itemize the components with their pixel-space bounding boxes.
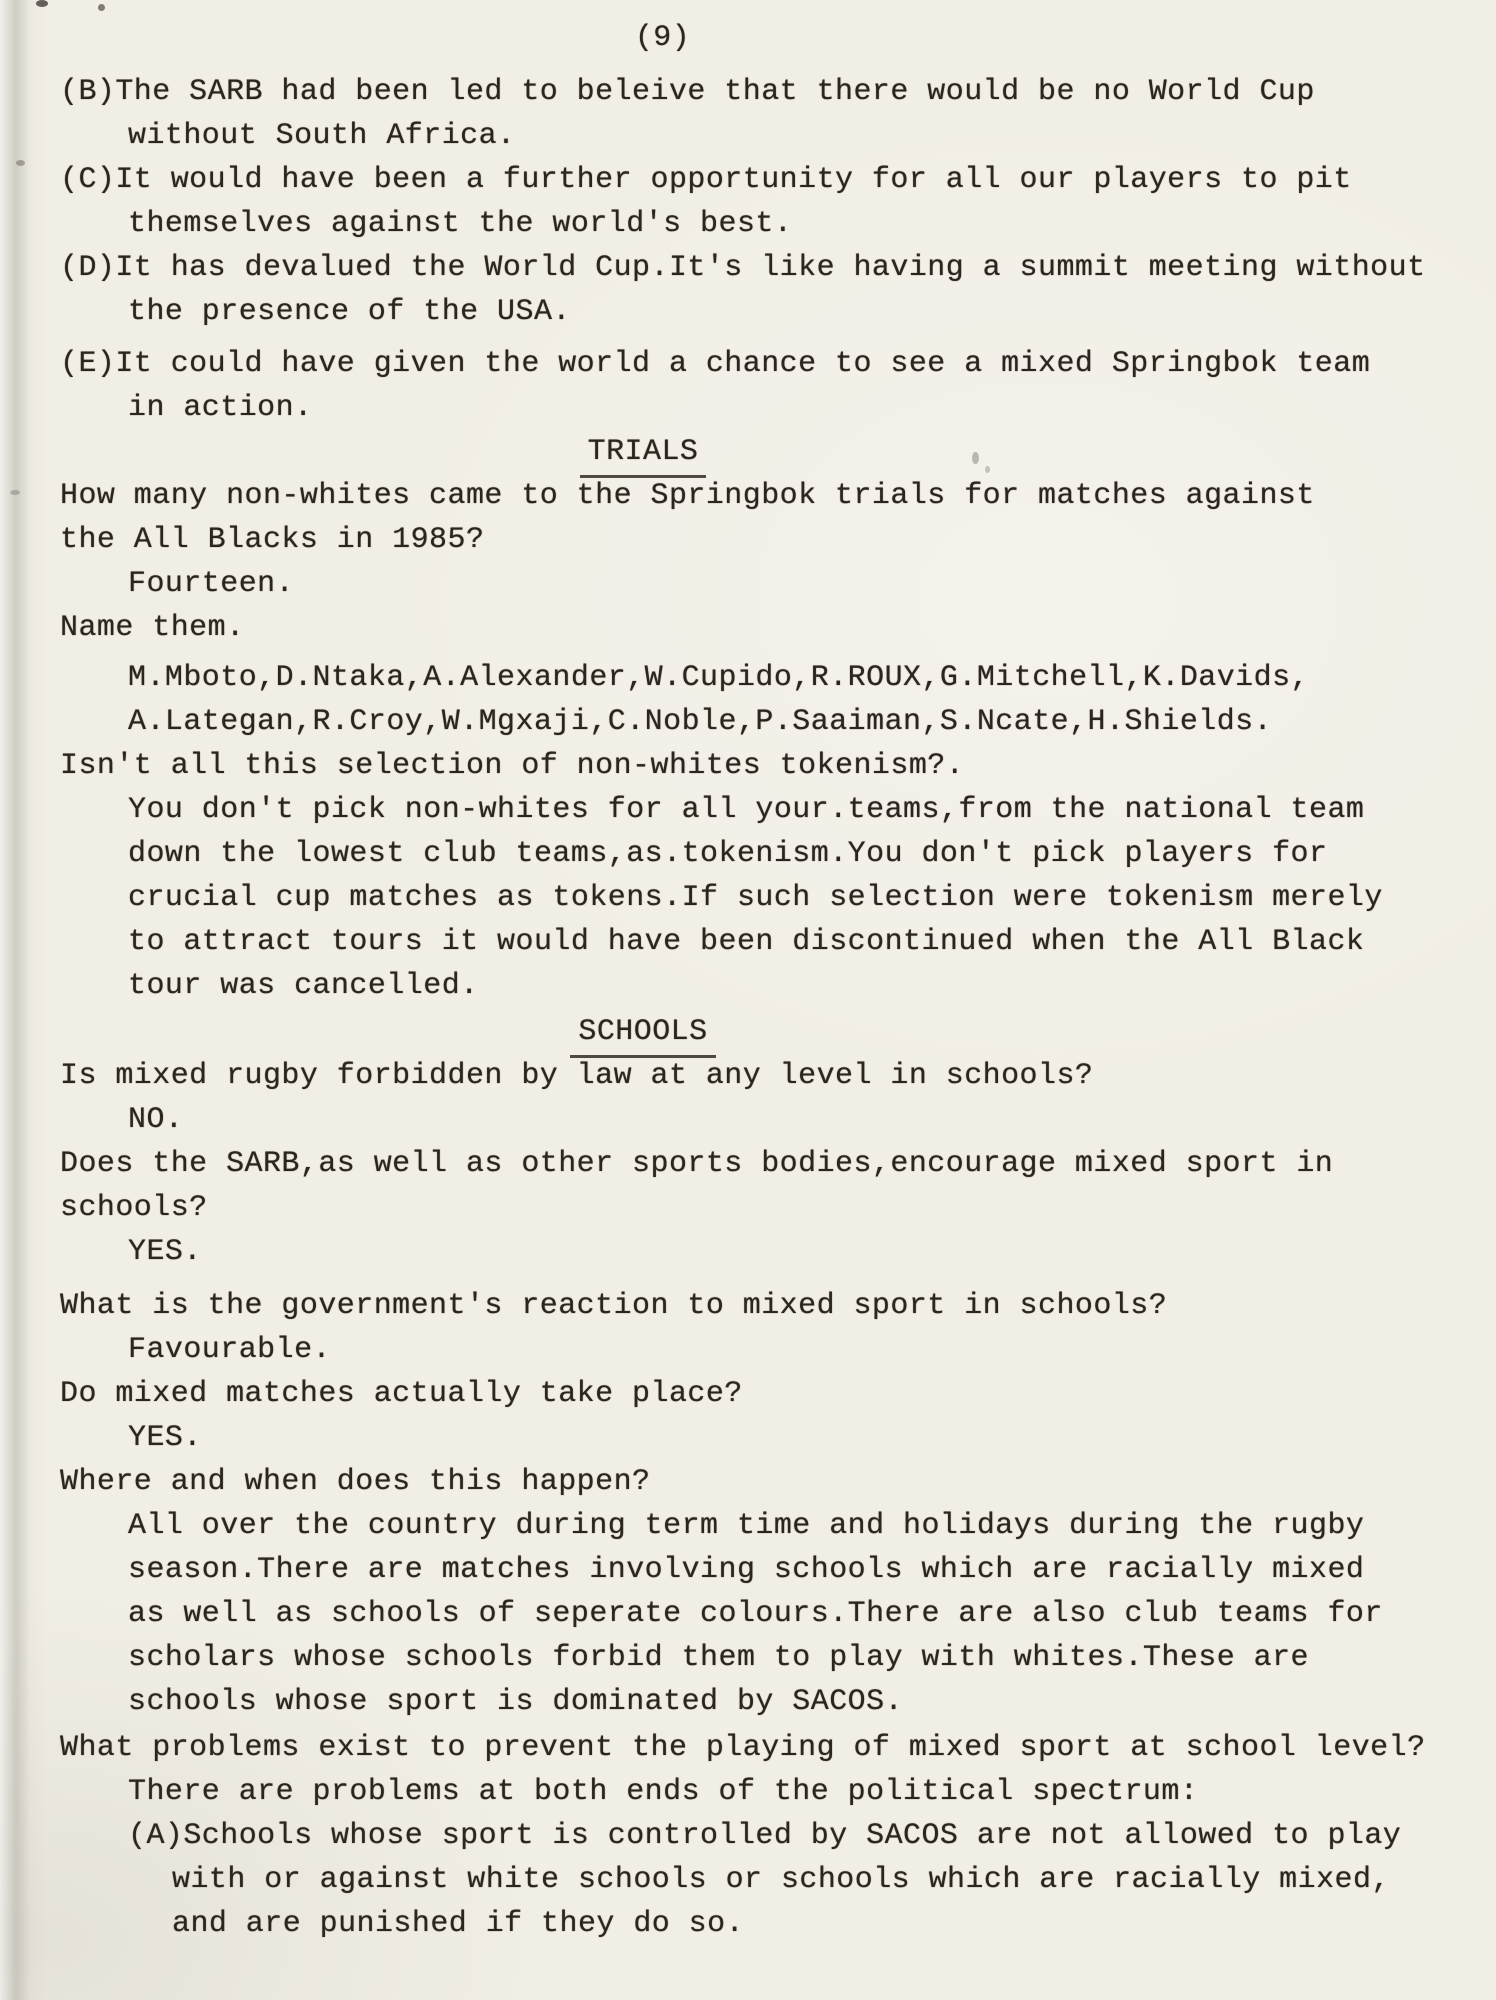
page-edge-shadow bbox=[0, 0, 30, 2000]
section-heading: SCHOOLS bbox=[570, 1010, 715, 1058]
typewritten-text bbox=[60, 70, 1496, 1946]
text-line-row bbox=[128, 1098, 1496, 1142]
scan-speck bbox=[10, 490, 20, 495]
scan-speck bbox=[16, 160, 25, 166]
text-line-row bbox=[128, 1328, 1496, 1372]
text-line-row bbox=[60, 744, 1496, 788]
text-line-row bbox=[60, 1460, 1496, 1504]
text-line-row bbox=[172, 1902, 1496, 1946]
text-line-row bbox=[128, 876, 1496, 920]
text-line: What is the government's reaction to mixed sport in schools? bbox=[60, 1289, 1168, 1323]
text-line-row bbox=[60, 1054, 1496, 1098]
text-line-row bbox=[128, 290, 1496, 334]
text-line-row bbox=[128, 700, 1496, 744]
text-line: YES. bbox=[128, 1235, 202, 1269]
text-line: There are problems at both ends of the political spectrum: bbox=[128, 1775, 1199, 1809]
text-line-row bbox=[128, 1814, 1496, 1858]
page-number: (9) bbox=[634, 21, 691, 55]
text-line: Where and when does this happen? bbox=[60, 1465, 651, 1499]
text-line-row bbox=[128, 920, 1496, 964]
text-line: Favourable. bbox=[128, 1333, 331, 1367]
text-line: Name them. bbox=[60, 611, 245, 645]
text-line-row bbox=[128, 1504, 1496, 1548]
text-line-row bbox=[128, 1416, 1496, 1460]
text-line: YES. bbox=[128, 1421, 202, 1455]
text-line: as well as schools of seperate colours.There are also club teams for bbox=[128, 1597, 1383, 1631]
text-line: Do mixed matches actually take place? bbox=[60, 1377, 743, 1411]
text-line: tour was cancelled. bbox=[128, 969, 479, 1003]
text-line-row bbox=[60, 474, 1496, 518]
text-line-row bbox=[60, 1726, 1496, 1770]
text-line-row bbox=[128, 832, 1496, 876]
text-line: (D)It has devalued the World Cup.It's like having a summit meeting without bbox=[60, 251, 1426, 285]
text-line: You don't pick non-whites for all your.teams,from the national team bbox=[128, 793, 1365, 827]
text-line-row bbox=[128, 656, 1496, 700]
text-line-row bbox=[128, 562, 1496, 606]
scan-speck bbox=[98, 4, 105, 11]
text-line: (E)It could have given the world a chance to see a mixed Springbok team bbox=[60, 347, 1371, 381]
scan-speck bbox=[985, 466, 990, 473]
text-line: in action. bbox=[128, 391, 313, 425]
text-line-row bbox=[60, 606, 1496, 650]
text-line-row bbox=[60, 246, 1496, 290]
text-line: All over the country during term time and holidays during the rugby bbox=[128, 1509, 1365, 1543]
text-line-row bbox=[128, 1770, 1496, 1814]
scan-speck bbox=[36, 0, 48, 7]
text-line: M.Mboto,D.Ntaka,A.Alexander,W.Cupido,R.ROUX,G.Mitchell,K.Davids, bbox=[128, 661, 1309, 695]
text-line-row bbox=[128, 1592, 1496, 1636]
text-line: down the lowest club teams,as.tokenism.You don't pick players for bbox=[128, 837, 1328, 871]
text-line-row bbox=[128, 1548, 1496, 1592]
text-line-row bbox=[128, 202, 1496, 246]
text-line-row bbox=[60, 1142, 1496, 1186]
section-heading: TRIALS bbox=[580, 430, 707, 478]
text-line: Does the SARB,as well as other sports bodies,encourage mixed sport in bbox=[60, 1147, 1334, 1181]
text-line: A.Lategan,R.Croy,W.Mgxaji,C.Noble,P.Saaiman,S.Ncate,H.Shields. bbox=[128, 705, 1273, 739]
text-line: Is mixed rugby forbidden by law at any level in schools? bbox=[60, 1059, 1094, 1093]
text-line: Fourteen. bbox=[128, 567, 295, 601]
text-line-row bbox=[172, 1858, 1496, 1902]
text-line-row bbox=[60, 342, 1496, 386]
text-line: with or against white schools or schools which are racially mixed, bbox=[172, 1863, 1390, 1897]
text-line-row bbox=[128, 386, 1496, 430]
text-line: (B)The SARB had been led to beleive that there would be no World Cup bbox=[60, 75, 1315, 109]
text-line-row bbox=[60, 1372, 1496, 1416]
text-line-row bbox=[60, 518, 1496, 562]
text-line-row bbox=[60, 1186, 1496, 1230]
scan-speck bbox=[972, 452, 979, 464]
text-line-row bbox=[128, 1230, 1496, 1274]
text-line: and are punished if they do so. bbox=[172, 1907, 745, 1941]
text-line: schools whose sport is dominated by SACOS. bbox=[128, 1685, 904, 1719]
text-line: What problems exist to prevent the playing of mixed sport at school level? bbox=[60, 1731, 1426, 1765]
text-line: (A)Schools whose sport is controlled by SACOS are not allowed to play bbox=[128, 1819, 1402, 1853]
text-line-row bbox=[128, 114, 1496, 158]
text-line: to attract tours it would have been discontinued when the All Black bbox=[128, 925, 1365, 959]
page-number-row bbox=[60, 16, 1265, 60]
text-line: (C)It would have been a further opportunity for all our players to pit bbox=[60, 163, 1352, 197]
text-line: without South Africa. bbox=[128, 119, 516, 153]
text-line: Isn't all this selection of non-whites tokenism?. bbox=[60, 749, 965, 783]
text-line: themselves against the world's best. bbox=[128, 207, 793, 241]
section-heading-row bbox=[60, 1010, 1226, 1054]
text-line-row bbox=[60, 158, 1496, 202]
text-line: How many non-whites came to the Springbok trials for matches against bbox=[60, 479, 1315, 513]
text-line: schools? bbox=[60, 1191, 208, 1225]
text-line: the presence of the USA. bbox=[128, 295, 571, 329]
text-line: season.There are matches involving schools which are racially mixed bbox=[128, 1553, 1365, 1587]
text-line: scholars whose schools forbid them to play with whites.These are bbox=[128, 1641, 1309, 1675]
text-line-row bbox=[60, 1284, 1496, 1328]
text-line: crucial cup matches as tokens.If such selection were tokenism merely bbox=[128, 881, 1383, 915]
section-heading-row bbox=[60, 430, 1226, 474]
text-line: NO. bbox=[128, 1103, 184, 1137]
text-line-row bbox=[128, 1636, 1496, 1680]
text-line-row bbox=[60, 70, 1496, 114]
text-line-row bbox=[128, 1680, 1496, 1724]
text-line: the All Blacks in 1985? bbox=[60, 523, 485, 557]
text-line-row bbox=[128, 788, 1496, 832]
text-line-row bbox=[128, 964, 1496, 1008]
